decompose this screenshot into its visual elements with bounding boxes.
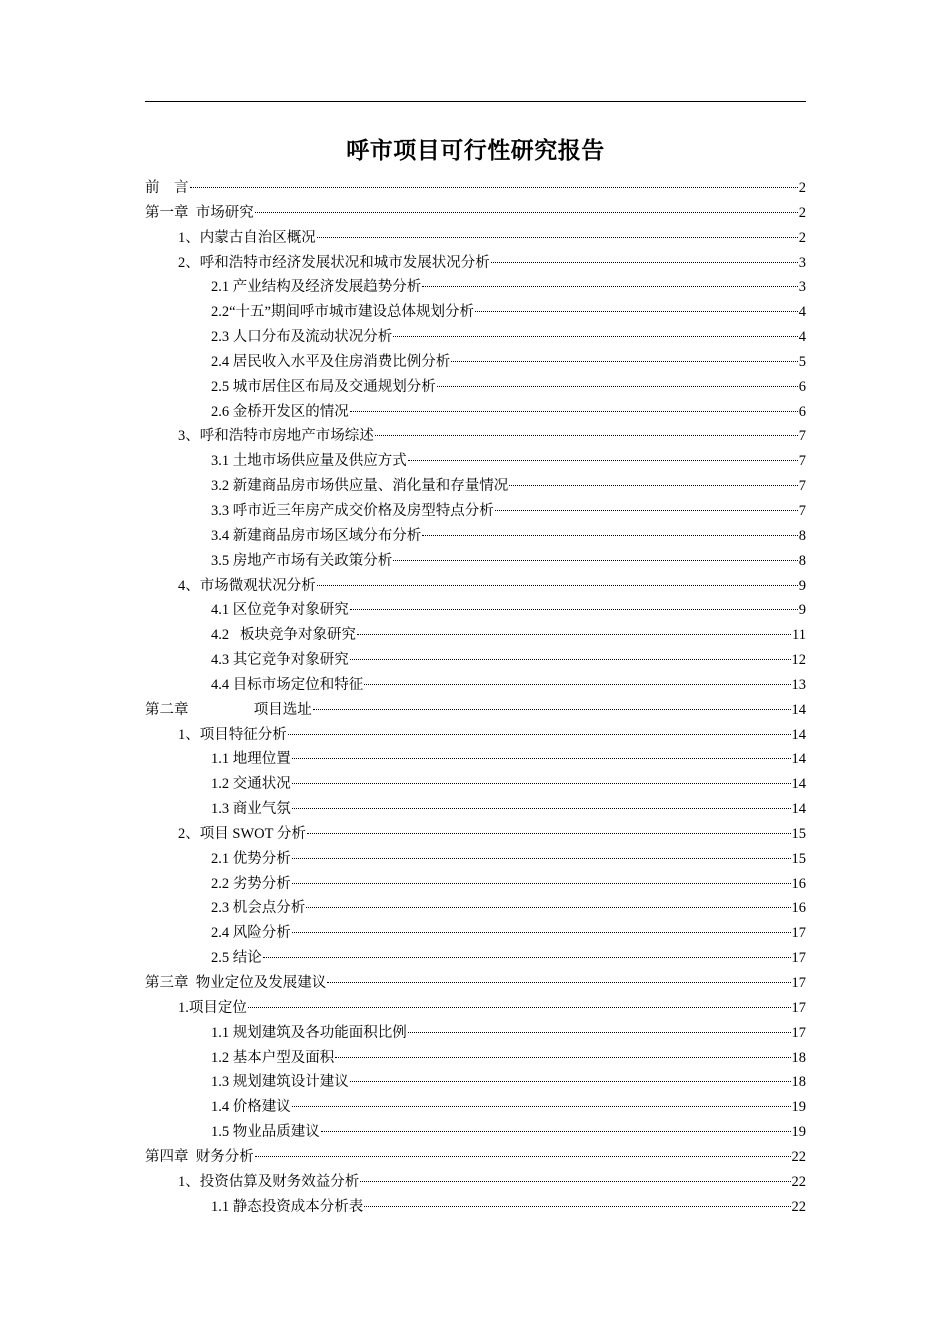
toc-entry-label: 2.5 结论 — [211, 950, 262, 967]
toc-leader-dots — [408, 1032, 791, 1033]
toc-entry-page-number: 18 — [791, 1049, 806, 1066]
toc-entry-label: 1.2 交通状况 — [211, 776, 291, 793]
toc-entry-page-number: 17 — [791, 950, 806, 967]
toc-leader-dots — [292, 808, 791, 809]
toc-entry[interactable] — [145, 300, 806, 325]
toc-leader-dots — [263, 957, 791, 958]
toc-leader-dots — [255, 1156, 791, 1157]
toc-leader-dots — [288, 734, 791, 735]
toc-entry-page-number: 19 — [791, 1124, 806, 1141]
toc-leader-dots — [292, 758, 791, 759]
toc-entry-page-number: 2 — [798, 229, 806, 246]
header-rule — [145, 101, 806, 102]
toc-entry[interactable] — [145, 1120, 806, 1145]
toc-leader-dots — [306, 907, 790, 908]
toc-entry-label: 3.2 新建商品房市场供应量、消化量和存量情况 — [211, 478, 509, 495]
toc-entry-label: 2、呼和浩特市经济发展状况和城市发展状况分析 — [178, 254, 490, 271]
toc-leader-dots — [292, 783, 791, 784]
toc-entry-label: 1.1 静态投资成本分析表 — [211, 1198, 364, 1215]
toc-leader-dots — [350, 1081, 791, 1082]
toc-leader-dots — [491, 262, 798, 263]
toc-leader-dots — [292, 932, 791, 933]
toc-entry[interactable] — [145, 275, 806, 300]
toc-entry[interactable] — [145, 772, 806, 797]
toc-entry-label: 2、项目 SWOT 分析 — [178, 825, 306, 842]
toc-entry-label: 1.3 商业气氛 — [211, 801, 291, 818]
toc-leader-dots — [375, 435, 798, 436]
toc-leader-dots — [313, 709, 791, 710]
toc-leader-dots — [495, 510, 798, 511]
toc-entry-page-number: 16 — [791, 875, 806, 892]
toc-entry-label: 1.1 地理位置 — [211, 751, 291, 768]
toc-entry[interactable] — [145, 325, 806, 350]
toc-leader-dots — [255, 212, 798, 213]
toc-entry-page-number: 6 — [798, 378, 806, 395]
toc-entry-label: 2.5 城市居住区布局及交通规划分析 — [211, 378, 436, 395]
toc-entry-page-number: 11 — [792, 627, 806, 644]
toc-entry[interactable] — [145, 400, 806, 425]
toc-entry[interactable] — [145, 747, 806, 772]
toc-entry-label: 1、投资估算及财务效益分析 — [178, 1173, 360, 1190]
toc-entry[interactable] — [145, 673, 806, 698]
table-of-contents — [145, 176, 806, 1219]
toc-entry[interactable] — [145, 449, 806, 474]
toc-entry[interactable] — [145, 474, 806, 499]
toc-entry-label: 第一章 市场研究 — [145, 204, 254, 221]
toc-entry-label: 2.6 金桥开发区的情况 — [211, 403, 349, 420]
toc-entry[interactable] — [145, 822, 806, 847]
toc-entry-page-number: 19 — [791, 1099, 806, 1116]
toc-entry[interactable] — [145, 971, 806, 996]
toc-entry-page-number: 14 — [791, 801, 806, 818]
toc-entry-label: 1.2 基本户型及面积 — [211, 1049, 335, 1066]
toc-entry-label: 2.1 产业结构及经济发展趋势分析 — [211, 279, 422, 296]
toc-leader-dots — [317, 237, 798, 238]
toc-leader-dots — [327, 982, 790, 983]
toc-entry[interactable] — [145, 946, 806, 971]
toc-entry[interactable] — [145, 176, 806, 201]
toc-entry-page-number: 15 — [791, 850, 806, 867]
toc-entry[interactable] — [145, 598, 806, 623]
toc-entry-label: 2.4 居民收入水平及住房消费比例分析 — [211, 353, 451, 370]
toc-entry-page-number: 4 — [798, 304, 806, 321]
toc-entry-page-number: 7 — [798, 453, 806, 470]
toc-leader-dots — [335, 1057, 790, 1058]
toc-entry[interactable] — [145, 1021, 806, 1046]
toc-leader-dots — [357, 634, 791, 635]
toc-entry-label: 2.2“十五”期间呼市城市建设总体规划分析 — [211, 304, 474, 321]
toc-entry-page-number: 22 — [791, 1173, 806, 1190]
toc-entry-page-number: 4 — [798, 329, 806, 346]
toc-leader-dots — [190, 187, 798, 188]
toc-entry-page-number: 8 — [798, 552, 806, 569]
toc-entry-page-number: 5 — [798, 353, 806, 370]
toc-entry-label: 2.4 风险分析 — [211, 925, 291, 942]
toc-entry[interactable] — [145, 499, 806, 524]
toc-entry-page-number: 2 — [798, 180, 806, 196]
toc-entry-label: 1.5 物业品质建议 — [211, 1124, 320, 1141]
toc-leader-dots — [451, 361, 798, 362]
toc-entry-page-number: 9 — [798, 577, 806, 594]
toc-entry-page-number: 7 — [798, 428, 806, 445]
toc-leader-dots — [350, 609, 798, 610]
toc-leader-dots — [475, 311, 798, 312]
toc-leader-dots — [422, 535, 798, 536]
toc-entry-label: 2.2 劣势分析 — [211, 875, 291, 892]
toc-entry-page-number: 16 — [791, 900, 806, 917]
toc-entry[interactable] — [145, 1070, 806, 1095]
toc-entry[interactable] — [145, 1046, 806, 1071]
toc-leader-dots — [408, 460, 798, 461]
toc-entry[interactable] — [145, 921, 806, 946]
toc-entry[interactable] — [145, 847, 806, 872]
toc-entry[interactable] — [145, 524, 806, 549]
toc-entry-label: 第三章 物业定位及发展建议 — [145, 975, 327, 991]
toc-leader-dots — [393, 560, 798, 561]
toc-entry[interactable] — [145, 698, 806, 723]
toc-entry[interactable] — [145, 623, 806, 648]
toc-leader-dots — [350, 411, 798, 412]
toc-leader-dots — [307, 833, 791, 834]
toc-leader-dots — [317, 585, 798, 586]
toc-leader-dots — [393, 336, 798, 337]
toc-leader-dots — [360, 1181, 790, 1182]
toc-entry-label: 3、呼和浩特市房地产市场综述 — [178, 428, 374, 445]
toc-entry-page-number: 17 — [791, 999, 806, 1016]
toc-entry-page-number: 14 — [791, 751, 806, 768]
toc-entry-label: 1.3 规划建筑设计建议 — [211, 1074, 349, 1091]
toc-leader-dots — [437, 386, 798, 387]
toc-entry-page-number: 17 — [791, 925, 806, 942]
toc-entry-page-number: 7 — [798, 502, 806, 519]
toc-entry-label: 4、市场微观状况分析 — [178, 577, 316, 594]
page-title: 呼市项目可行性研究报告 — [346, 138, 605, 164]
toc-leader-dots — [364, 684, 790, 685]
toc-entry[interactable] — [145, 1095, 806, 1120]
toc-entry[interactable] — [145, 797, 806, 822]
toc-leader-dots — [509, 485, 798, 486]
toc-leader-dots — [292, 858, 791, 859]
toc-entry-label: 1.项目定位 — [178, 999, 247, 1016]
toc-entry-page-number: 17 — [791, 975, 806, 991]
toc-entry[interactable] — [145, 996, 806, 1021]
toc-leader-dots — [350, 659, 791, 660]
toc-entry[interactable] — [145, 424, 806, 449]
toc-entry-page-number: 13 — [791, 676, 806, 693]
toc-entry-label: 1.4 价格建议 — [211, 1099, 291, 1116]
toc-entry[interactable] — [145, 872, 806, 897]
toc-entry[interactable] — [145, 201, 806, 226]
toc-entry-page-number: 6 — [798, 403, 806, 420]
toc-entry-label: 1、内蒙古自治区概况 — [178, 229, 316, 246]
toc-entry-label: 4.3 其它竞争对象研究 — [211, 652, 349, 669]
toc-entry-label: 4.4 目标市场定位和特征 — [211, 676, 364, 693]
toc-entry-page-number: 17 — [791, 1024, 806, 1041]
toc-entry-page-number: 22 — [791, 1198, 806, 1215]
toc-leader-dots — [292, 883, 791, 884]
toc-entry[interactable] — [145, 549, 806, 574]
toc-entry-label: 3.5 房地产市场有关政策分析 — [211, 552, 393, 569]
toc-entry-page-number: 14 — [791, 726, 806, 743]
toc-entry-page-number: 22 — [791, 1148, 806, 1165]
toc-entry-page-number: 18 — [791, 1074, 806, 1091]
toc-entry-page-number: 8 — [798, 527, 806, 544]
toc-leader-dots — [321, 1131, 791, 1132]
toc-entry[interactable] — [145, 896, 806, 921]
toc-entry-page-number: 14 — [791, 701, 806, 718]
toc-entry-label: 第四章 财务分析 — [145, 1148, 254, 1165]
toc-entry[interactable] — [145, 574, 806, 599]
toc-entry-page-number: 2 — [798, 204, 806, 221]
toc-entry[interactable] — [145, 1195, 806, 1220]
toc-entry-page-number: 7 — [798, 478, 806, 495]
toc-entry[interactable] — [145, 251, 806, 276]
toc-entry-label: 1.1 规划建筑及各功能面积比例 — [211, 1024, 407, 1041]
toc-entry-label: 2.3 人口分布及流动状况分析 — [211, 329, 393, 346]
toc-entry[interactable] — [145, 723, 806, 748]
toc-entry-page-number: 3 — [798, 254, 806, 271]
toc-entry-label: 前 言 — [145, 180, 189, 196]
toc-entry-label: 2.3 机会点分析 — [211, 900, 306, 917]
toc-entry-label: 1、项目特征分析 — [178, 726, 287, 743]
toc-entry[interactable] — [145, 375, 806, 400]
toc-entry-label: 4.2 板块竞争对象研究 — [211, 627, 356, 644]
toc-entry-page-number: 14 — [791, 776, 806, 793]
toc-entry-label: 3.4 新建商品房市场区域分布分析 — [211, 527, 422, 544]
toc-entry-label: 3.3 呼市近三年房产成交价格及房型特点分析 — [211, 502, 494, 519]
toc-leader-dots — [248, 1007, 791, 1008]
toc-entry[interactable] — [145, 648, 806, 673]
toc-entry-page-number: 12 — [791, 652, 806, 669]
toc-entry-page-number: 9 — [798, 602, 806, 619]
toc-leader-dots — [364, 1206, 790, 1207]
toc-leader-dots — [422, 286, 798, 287]
toc-entry-label: 第二章 项目选址 — [145, 701, 312, 718]
toc-entry[interactable] — [145, 1145, 806, 1170]
toc-entry-label: 4.1 区位竞争对象研究 — [211, 602, 349, 619]
toc-entry-label: 3.1 土地市场供应量及供应方式 — [211, 453, 407, 470]
toc-entry[interactable] — [145, 226, 806, 251]
toc-entry-page-number: 3 — [798, 279, 806, 296]
toc-entry[interactable] — [145, 1170, 806, 1195]
toc-entry-label: 2.1 优势分析 — [211, 850, 291, 867]
toc-entry-page-number: 15 — [791, 825, 806, 842]
toc-entry[interactable] — [145, 350, 806, 375]
toc-leader-dots — [292, 1106, 791, 1107]
